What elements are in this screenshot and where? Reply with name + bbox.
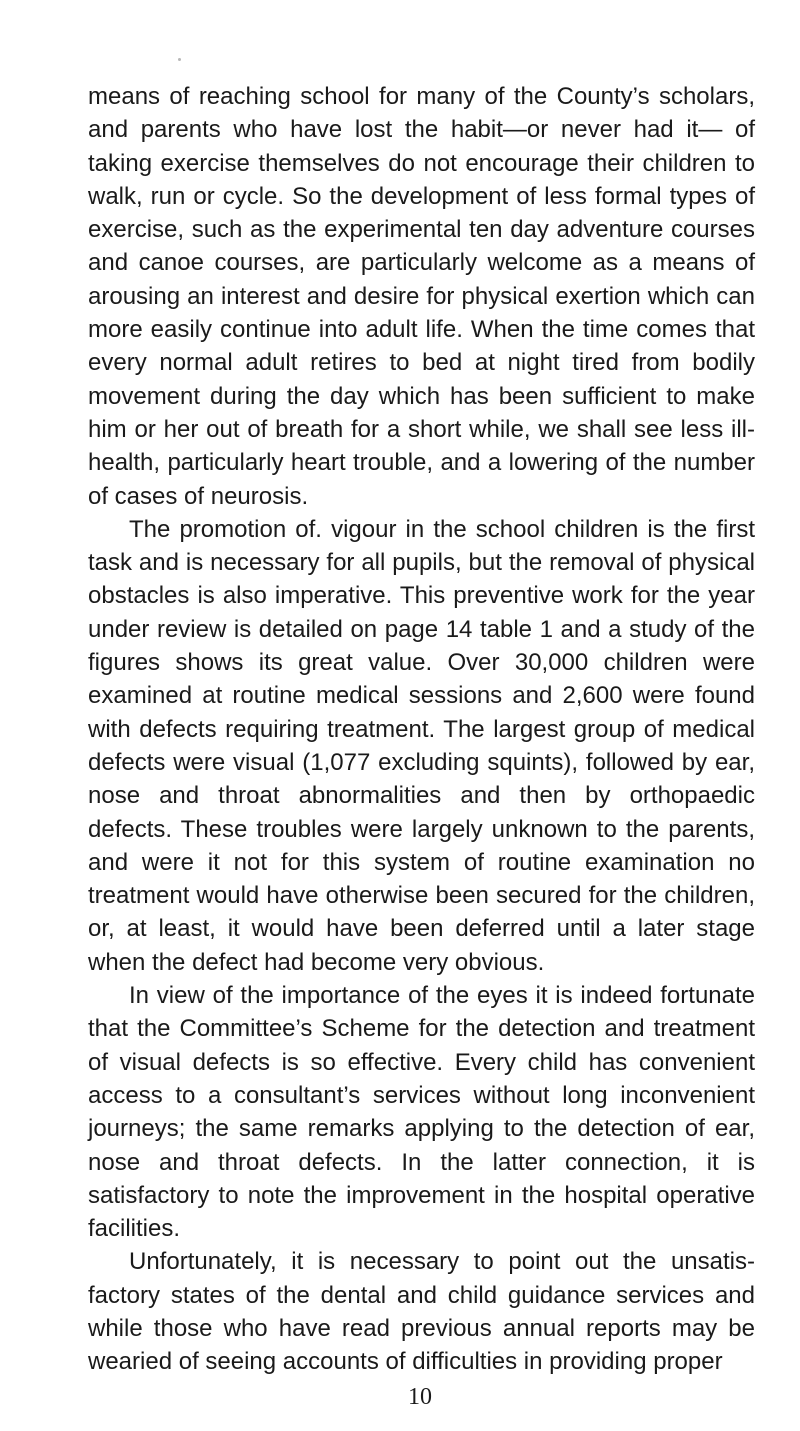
paragraph-2: The promotion of. vigour in the school children is the first task and is necessary for all pupils, but the removal of physical obstacles is also imperative. This preventive work for the year under review is detailed on page 14 table 1 and a study of the figures shows its great value. Over 30,000 children were examined at routine medical sessions and 2,600 were found with defects requiring treatment. The largest group of medical defects were visual (1,077 excluding squints), followed by ear, nose and throat abnormalities and then by orthopaedic defects. These troubles were largely unknown to the parents, and were it not for this system of routine examination no treatment would have otherwise been secured for the children, or, at least, it would have been deferred until a later stage when the defect had become very obvious. [88, 515, 755, 976]
page-number: 10 [408, 1384, 432, 1410]
paragraph-1: means of reaching school for many of the County’s scholars, and parents who have lost the habit—or never had it— of taking exercise themselves do not encourage their children to walk, run or cycle. So the development of less formal types of exercise, such as the experimental ten day adventure courses and canoe courses, are particularly welcome as a means of arousing an interest and desire for physical exertion which can more easily continue into adult life. When the time comes that every normal adult retires to bed at night tired from bodily movement during the day which has been sufficient to make him or her out of breath for a short while, we shall see less ill-health, particularly heart trouble, and a lowering of the number of cases of neurosis. [88, 83, 755, 510]
body-text [88, 80, 755, 1379]
paragraph-4: Unfortunately, it is necessary to point out the unsatis- factory states of the dental and child guidance services and while those who have read previous annual reports may be wearied of seeing accounts of difficulties in providing proper [88, 1248, 755, 1376]
paragraph-3: In view of the importance of the eyes it is indeed fortunate that the Committee’s Scheme for the detection and treatment of visual defects is so effective. Every child has convenient access to a consultant’s services without long inconvenient journeys; the same remarks applying to the detection of ear, nose and throat defects. In the latter connection, it is satisfactory to note the improvement in the hospital operative facilities. [88, 982, 755, 1243]
scan-speck [178, 58, 181, 61]
